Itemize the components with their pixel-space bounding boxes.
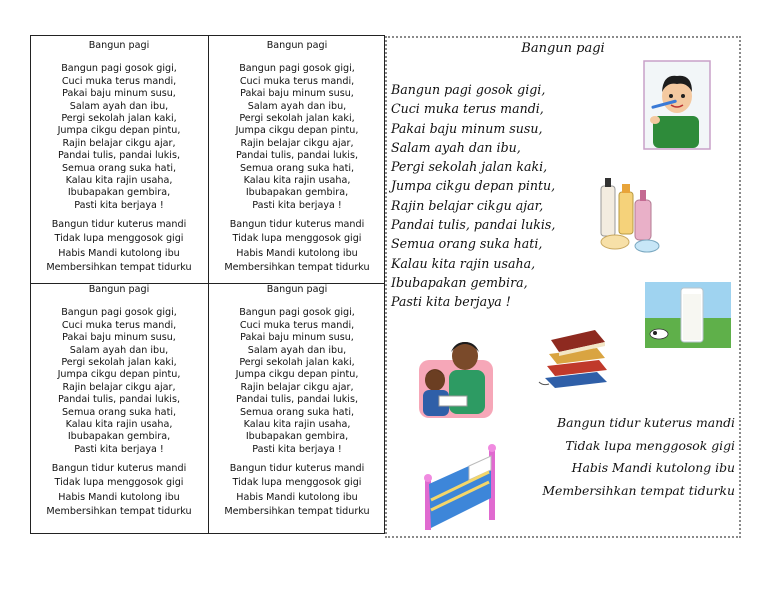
- verse-line: Kalau kita rajin usaha,: [243, 419, 351, 431]
- verse-line: Pergi sekolah jalan kaki,: [391, 159, 548, 175]
- verse-line: Pergi sekolah jalan kaki,: [61, 357, 177, 369]
- verse-line: Bangun pagi gosok gigi,: [61, 63, 177, 75]
- verse-line: Pasti kita berjaya !: [391, 294, 511, 310]
- verse-line: Jumpa cikgu depan pintu,: [235, 369, 359, 381]
- card-verse: [209, 307, 385, 456]
- card-chorus: [31, 462, 207, 519]
- verse-line: Kalau kita rajin usaha,: [243, 175, 351, 187]
- chorus-line: Bangun tidur kuterus mandi: [51, 219, 187, 231]
- chorus-line: Habis Mandi kutolong ibu: [58, 247, 180, 259]
- verse-line: Cuci muka terus mandi,: [61, 75, 177, 87]
- lyric-card: [209, 284, 385, 519]
- verse-line: Pergi sekolah jalan kaki,: [61, 113, 177, 125]
- verse-line: Pakai baju minum susu,: [62, 332, 176, 344]
- verse-line: Semua orang suka hati,: [391, 236, 543, 252]
- toiletries-icon: [597, 170, 669, 254]
- illustrated-poster: [385, 36, 741, 538]
- chorus-line: Habis Mandi kutolong ibu: [236, 247, 358, 259]
- verse-line: Semua orang suka hati,: [61, 162, 177, 174]
- verse-line: Bangun pagi gosok gigi,: [61, 307, 177, 319]
- verse-line: Semua orang suka hati,: [239, 406, 355, 418]
- verse-line: Ibubapakan gembira,: [67, 431, 171, 443]
- card-verse: [31, 307, 207, 456]
- chorus-line: Membersihkan tempat tidurku: [46, 505, 192, 517]
- card-verse: [31, 63, 207, 212]
- card-title: Bangun pagi: [266, 40, 328, 51]
- verse-line: Bangun pagi gosok gigi,: [239, 307, 355, 319]
- verse-line: Pasti kita berjaya !: [74, 443, 164, 455]
- poster-title: Bangun pagi: [521, 41, 605, 56]
- verse-line: Pasti kita berjaya !: [252, 443, 342, 455]
- verse-line: Pandai tulis, pandai lukis,: [391, 217, 556, 233]
- chorus-line: Habis Mandi kutolong ibu: [58, 491, 180, 503]
- card-title: Bangun pagi: [88, 40, 150, 51]
- verse-line: Jumpa cikgu depan pintu,: [57, 125, 181, 137]
- lyric-card-grid: [30, 35, 385, 534]
- lyric-card: [31, 40, 207, 275]
- verse-line: Jumpa cikgu depan pintu,: [57, 369, 181, 381]
- chorus-line: Membersihkan tempat tidurku: [224, 505, 370, 517]
- chorus-line: Bangun tidur kuterus mandi: [51, 463, 187, 475]
- card-chorus: [209, 218, 385, 275]
- chorus-line: Tidak lupa menggosok gigi: [54, 233, 184, 245]
- verse-line: Salam ayah dan ibu,: [69, 100, 169, 112]
- books-stack-icon: [537, 320, 615, 392]
- verse-line: Salam ayah dan ibu,: [247, 344, 347, 356]
- card-verse: [209, 63, 385, 212]
- mother-child-reading-icon: [409, 330, 499, 422]
- chorus-line: Membersihkan tempat tidurku: [542, 482, 735, 498]
- verse-line: Semua orang suka hati,: [61, 406, 177, 418]
- chorus-line: Membersihkan tempat tidurku: [224, 261, 370, 273]
- chorus-line: Tidak lupa menggosok gigi: [232, 477, 362, 489]
- verse-line: Salam ayah dan ibu,: [247, 100, 347, 112]
- poster-chorus: [542, 412, 735, 502]
- chorus-line: Bangun tidur kuterus mandi: [556, 415, 735, 430]
- verse-line: Rajin belajar cikgu ajar,: [62, 137, 176, 149]
- verse-line: Ibubapakan gembira,: [67, 187, 171, 199]
- verse-line: Bangun pagi gosok gigi,: [391, 82, 546, 97]
- verse-line: Ibubapakan gembira,: [245, 431, 349, 443]
- chorus-line: Tidak lupa menggosok gigi: [565, 437, 735, 453]
- card-chorus: [31, 218, 207, 275]
- verse-line: Pandai tulis, pandai lukis,: [57, 150, 180, 162]
- verse-line: Cuci muka terus mandi,: [239, 319, 355, 331]
- verse-line: Salam ayah dan ibu,: [69, 344, 169, 356]
- verse-line: Rajin belajar cikgu ajar,: [62, 381, 176, 393]
- bed-icon: [419, 440, 503, 536]
- chorus-line: Tidak lupa menggosok gigi: [54, 477, 184, 489]
- card-title: Bangun pagi: [266, 284, 328, 295]
- lyric-card: [209, 40, 385, 275]
- verse-line: Semua orang suka hati,: [239, 162, 355, 174]
- verse-line: Rajin belajar cikgu ajar,: [391, 197, 544, 213]
- card-title: Bangun pagi: [88, 284, 150, 295]
- verse-line: Salam ayah dan ibu,: [391, 139, 521, 155]
- chorus-line: Bangun tidur kuterus mandi: [229, 219, 365, 231]
- verse-line: Cuci muka terus mandi,: [239, 75, 355, 87]
- verse-line: Ibubapakan gembira,: [245, 187, 349, 199]
- chorus-line: Bangun tidur kuterus mandi: [229, 463, 365, 475]
- verse-line: Pandai tulis, pandai lukis,: [235, 150, 358, 162]
- verse-line: Rajin belajar cikgu ajar,: [240, 137, 354, 149]
- verse-line: Kalau kita rajin usaha,: [65, 175, 173, 187]
- chorus-line: Habis Mandi kutolong ibu: [236, 491, 358, 503]
- verse-line: Pergi sekolah jalan kaki,: [239, 357, 355, 369]
- card-chorus: [209, 462, 385, 519]
- verse-line: Rajin belajar cikgu ajar,: [240, 381, 354, 393]
- verse-line: Pasti kita berjaya !: [74, 199, 164, 211]
- verse-line: Kalau kita rajin usaha,: [391, 255, 536, 271]
- poster-verse: [391, 80, 555, 312]
- verse-line: Pandai tulis, pandai lukis,: [57, 394, 180, 406]
- milk-glass-icon: [645, 282, 731, 348]
- verse-line: Bangun pagi gosok gigi,: [239, 63, 355, 75]
- chorus-line: Tidak lupa menggosok gigi: [232, 233, 362, 245]
- verse-line: Jumpa cikgu depan pintu,: [235, 125, 359, 137]
- boy-brushing-teeth-icon: [643, 60, 711, 150]
- chorus-line: Habis Mandi kutolong ibu: [571, 460, 735, 475]
- verse-line: Pakai baju minum susu,: [62, 88, 176, 100]
- verse-line: Pasti kita berjaya !: [252, 199, 342, 211]
- verse-line: Pergi sekolah jalan kaki,: [239, 113, 355, 125]
- verse-line: Cuci muka terus mandi,: [61, 319, 177, 331]
- verse-line: Ibubapakan gembira,: [391, 274, 528, 290]
- verse-line: Pandai tulis, pandai lukis,: [235, 394, 358, 406]
- verse-line: Jumpa cikgu depan pintu,: [391, 178, 556, 194]
- verse-line: Cuci muka terus mandi,: [391, 101, 544, 117]
- verse-line: Pakai baju minum susu,: [391, 120, 543, 136]
- verse-line: Pakai baju minum susu,: [240, 332, 354, 344]
- verse-line: Pakai baju minum susu,: [240, 88, 354, 100]
- verse-line: Kalau kita rajin usaha,: [65, 419, 173, 431]
- lyric-card: [31, 284, 207, 519]
- chorus-line: Membersihkan tempat tidurku: [46, 261, 192, 273]
